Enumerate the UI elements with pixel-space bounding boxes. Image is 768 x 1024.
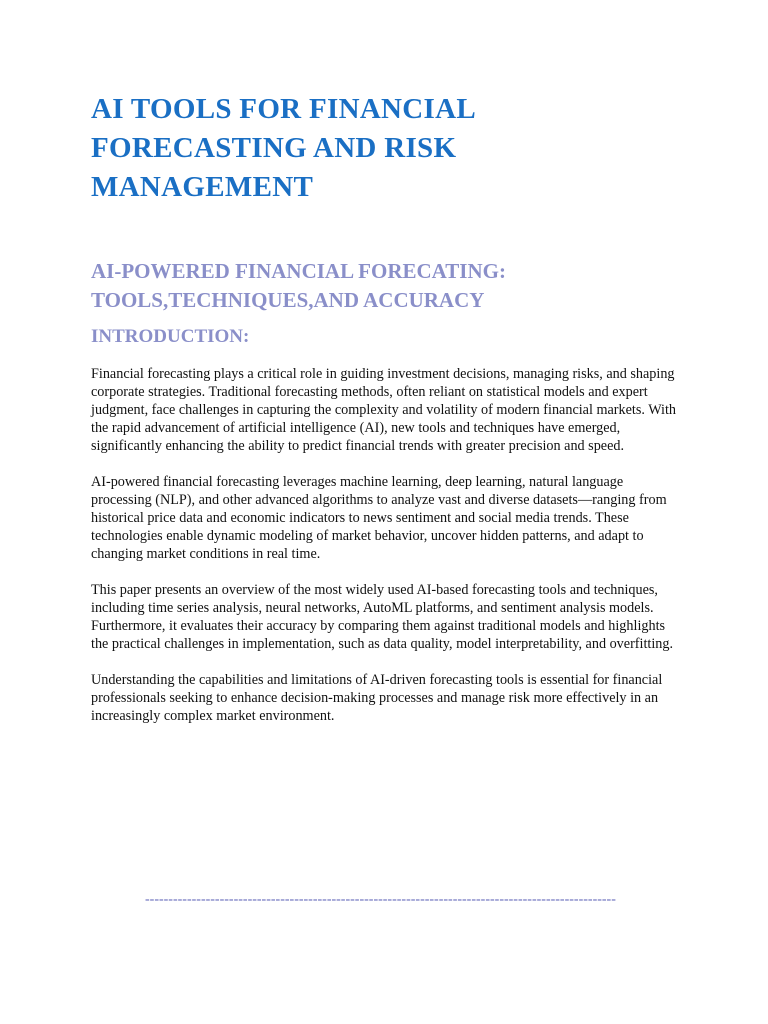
paragraph: Financial forecasting plays a critical role in guiding investment decisions, managing risks, and shaping corporate strategies. Traditional forecasting methods, often reliant on statistical models and expert judgment, face challenges in capturing the complexity and volatility of modern financial markets. With the rapid advancement of artificial intelligence (AI), new tools and techniques have emerged, significantly enhancing the ability to predict financial trends with greater precision and speed. [91,366,677,454]
document-title: AI TOOLS FOR FINANCIAL FORECASTING AND RISK MANAGEMENT [91,93,475,203]
document-subtitle: AI-POWERED FINANCIAL FORECATING: TOOLS,TECHNIQUES,AND ACCURACY [91,259,506,312]
dashed-separator: ----------------------------------------------------------------------------------------------------- [145,892,616,907]
section-heading-introduction: INTRODUCTION: [91,326,250,347]
paragraph: Understanding the capabilities and limitations of AI-driven forecasting tools is essential for financial professionals seeking to enhance decision-making processes and manage risk more effectively in an increasingly complex market environment. [91,672,663,724]
paragraph: This paper presents an overview of the most widely used AI-based forecasting tools and techniques, including time series analysis, neural networks, AutoML platforms, and sentiment analysis models. Furthermore, it evaluates their accuracy by comparing them against traditional models and highlights the practical challenges in implementation, such as data quality, model interpretability, and overfitting. [91,582,674,652]
document-page [91,90,681,725]
paragraph: AI-powered financial forecasting leverages machine learning, deep learning, natural language processing (NLP), and other advanced algorithms to analyze vast and diverse datasets—ranging from historical price data and economic indicators to news sentiment and social media trends. These technologies enable dynamic modeling of market behavior, uncover hidden patterns, and adapt to changing market conditions in real time. [91,474,667,562]
